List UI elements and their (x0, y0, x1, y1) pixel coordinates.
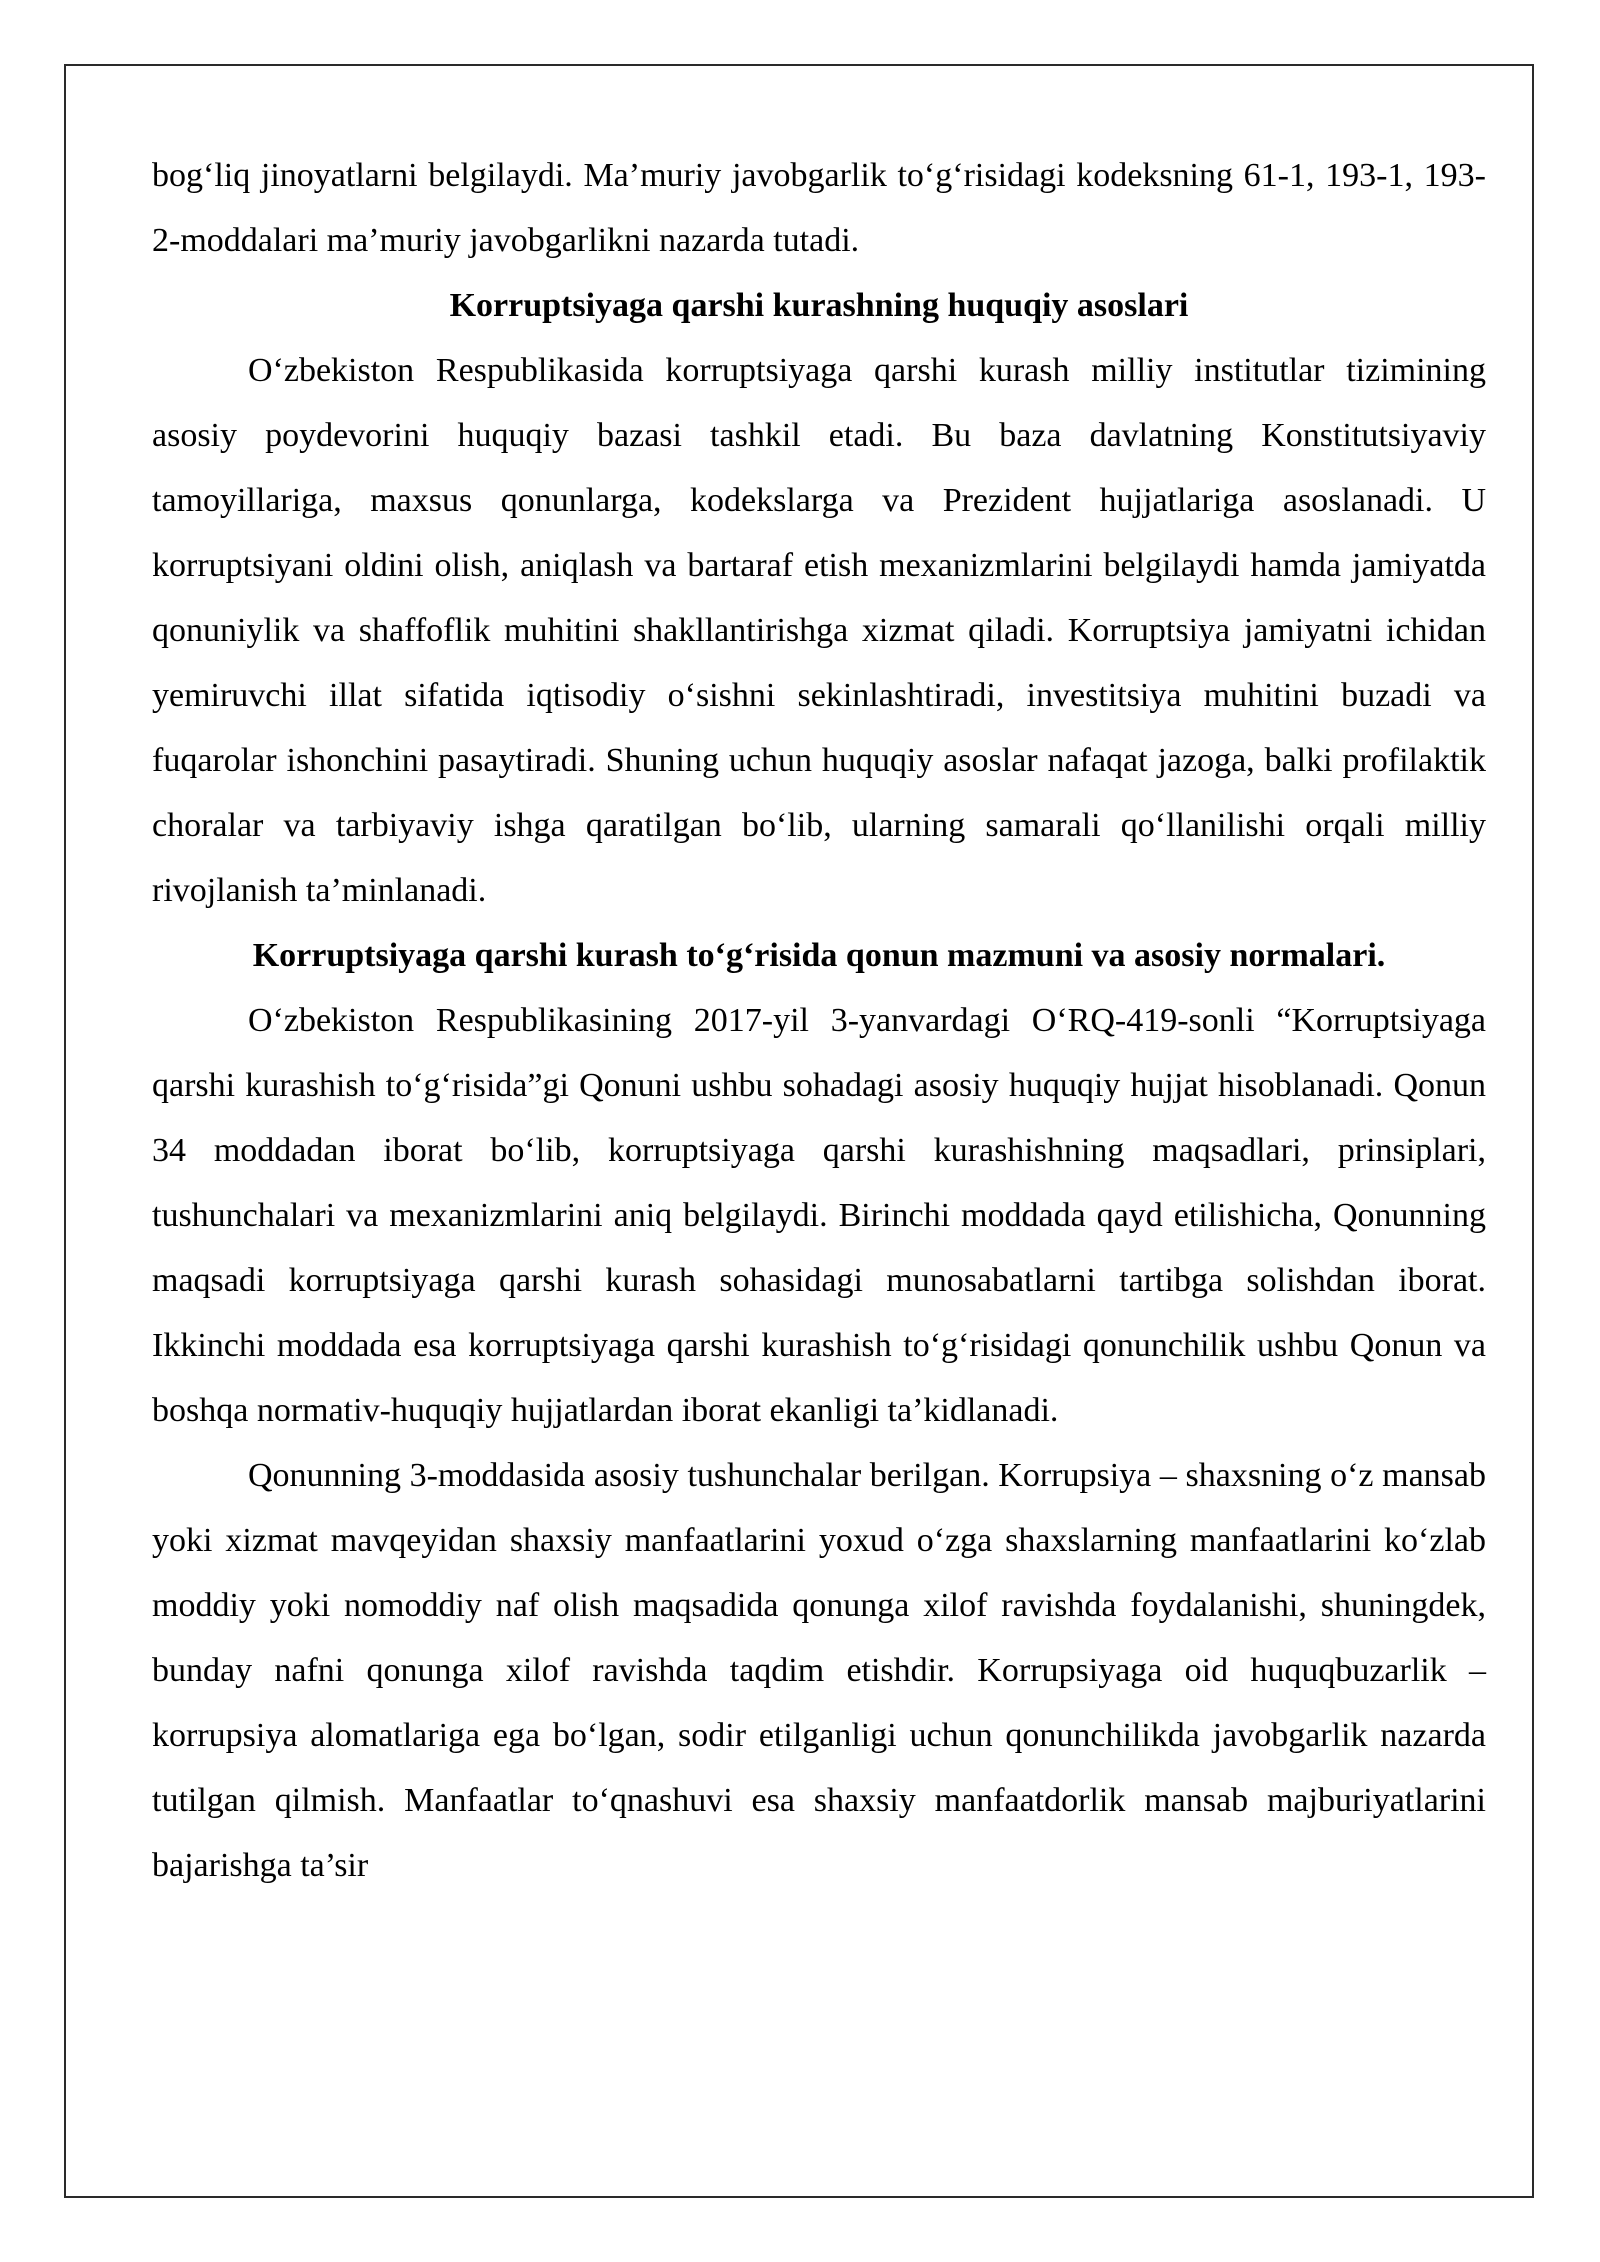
paragraph-definitions: Qonunning 3-moddasida asosiy tushunchalar berilgan. Korrupsiya – shaxsning o‘z mansab yoki xizmat mavqeyidan shaxsiy manfaatlarini yoxud o‘zga shaxslarning manfaatlarini ko‘zlab moddiy yoki nomoddiy naf olish maqsadida qonunga xilof ravishda foydalanishi, shuningdek, bunday nafni qonunga xilof ravishda taqdim etishdir. Korrupsiyaga oid huquqbuzarlik – korrupsiya alomatlariga ega bo‘lgan, sodir etilganligi uchun qonunchilikda javobgarlik nazarda tutilgan qilmish. Manfaatlar to‘qnashuvi esa shaxsiy manfaatdorlik mansab majburiyatlarini bajarishga ta’sir (152, 1457, 1486, 1884)
intro-paragraph: bog‘liq jinoyatlarni belgilaydi. Ma’muriy javobgarlik to‘g‘risidagi kodeksning 61-1, 193-1, 193-2-moddalari ma’muriy javobgarlikni nazarda tutadi. (152, 157, 1486, 259)
document-body (152, 143, 1486, 1898)
paragraph-legal-basis: O‘zbekiston Respublikasida korruptsiyaga qarshi kurash milliy institutlar tizimining asosiy poydevorini huquqiy bazasi tashkil etadi. Bu baza davlatning Konstitutsiyaviy tamoyillariga, maxsus qonunlarga, kodekslarga va Prezident hujjatlariga asoslanadi. U korruptsiyani oldini olish, aniqlash va bartaraf etish mexanizmlarini belgilaydi hamda jamiyatda qonuniylik va shaffoflik muhitini shakllantirishga xizmat qiladi. Korruptsiya jamiyatni ichidan yemiruvchi illat sifatida iqtisodiy o‘sishni sekinlashtiradi, investitsiya muhitini buzadi va fuqarolar ishonchini pasaytiradi. Shuning uchun huquqiy asoslar nafaqat jazoga, balki profilaktik choralar va tarbiyaviy ishga qaratilgan bo‘lib, ularning samarali qo‘llanilishi orqali milliy rivojlanish ta’minlanadi. (152, 352, 1486, 909)
section-heading-legal-basis: Korruptsiyaga qarshi kurashning huquqiy asoslari (449, 287, 1189, 324)
paragraph-law-overview: O‘zbekiston Respublikasining 2017-yil 3-yanvardagi O‘RQ-419-sonli “Korruptsiyaga qarshi kurashish to‘g‘risida”gi Qonuni ushbu sohadagi asosiy huquqiy hujjat hisoblanadi. Qonun 34 moddadan iborat bo‘lib, korruptsiyaga qarshi kurashishning maqsadlari, prinsiplari, tushunchalari va mexanizmlarini aniq belgilaydi. Birinchi moddada qayd etilishicha, Qonunning maqsadi korruptsiyaga qarshi kurash sohasidagi munosabatlarni tartibga solishdan iborat. Ikkinchi moddada esa korruptsiyaga qarshi kurashish to‘g‘risidagi qonunchilik ushbu Qonun va boshqa normativ-huquqiy hujjatlardan iborat ekanligi ta’kidlanadi. (152, 1002, 1486, 1429)
section-heading-law-content: Korruptsiyaga qarshi kurash to‘g‘risida qonun mazmuni va asosiy normalari. (252, 937, 1386, 974)
